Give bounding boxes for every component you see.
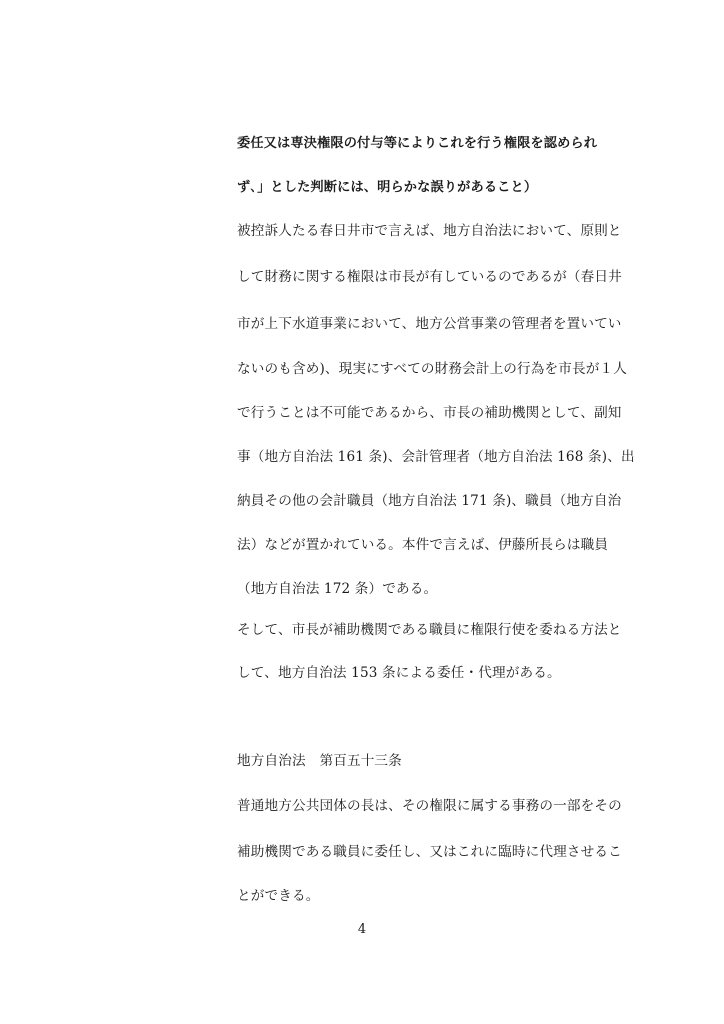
body-line: 納員その他の会計職員（地方自治法 171 条)、職員（地方自治 [237, 493, 622, 509]
statute-line: 補助機関である職員に委任し、又はこれに臨時に代理させるこ [237, 844, 622, 860]
body-line: して財務に関する権限は市長が有しているのであるが（春日井 [237, 269, 622, 285]
body-line: ないのも含め)、現実にすべての財務会計上の行為を市長が１人 [237, 361, 628, 377]
body-line: 市が上下水道事業において、地方公営事業の管理者を置いてい [237, 316, 622, 332]
heading-line-2: ず､」とした判断には、明らかな誤りがあること） [237, 180, 538, 195]
body-line: 被控訴人たる春日井市で言えば、地方自治法において、原則と [237, 223, 622, 239]
page-number: 4 [357, 922, 367, 937]
body-line: で行うことは不可能であるから、市長の補助機関として、副知 [237, 405, 622, 421]
body-line: そして、市長が補助機関である職員に権限行使を委ねる方法と [237, 622, 622, 638]
statute-line: 普通地方公共団体の長は、その権限に属する事務の一部をその [237, 798, 622, 814]
body-line: （地方自治法 172 条）である。 [237, 581, 438, 597]
statute-line: とができる。 [237, 888, 320, 904]
body-line: して、地方自治法 153 条による委任・代理がある。 [237, 665, 561, 681]
body-line: 事（地方自治法 161 条)、会計管理者（地方自治法 168 条)、出 [237, 449, 635, 465]
heading-line-1: 委任又は専決権限の付与等によりこれを行う権限を認められ [237, 136, 598, 151]
body-line: 法）などが置かれている。本件で言えば、伊藤所長らは職員 [237, 537, 609, 553]
statute-title: 地方自治法 第百五十三条 [237, 753, 402, 769]
